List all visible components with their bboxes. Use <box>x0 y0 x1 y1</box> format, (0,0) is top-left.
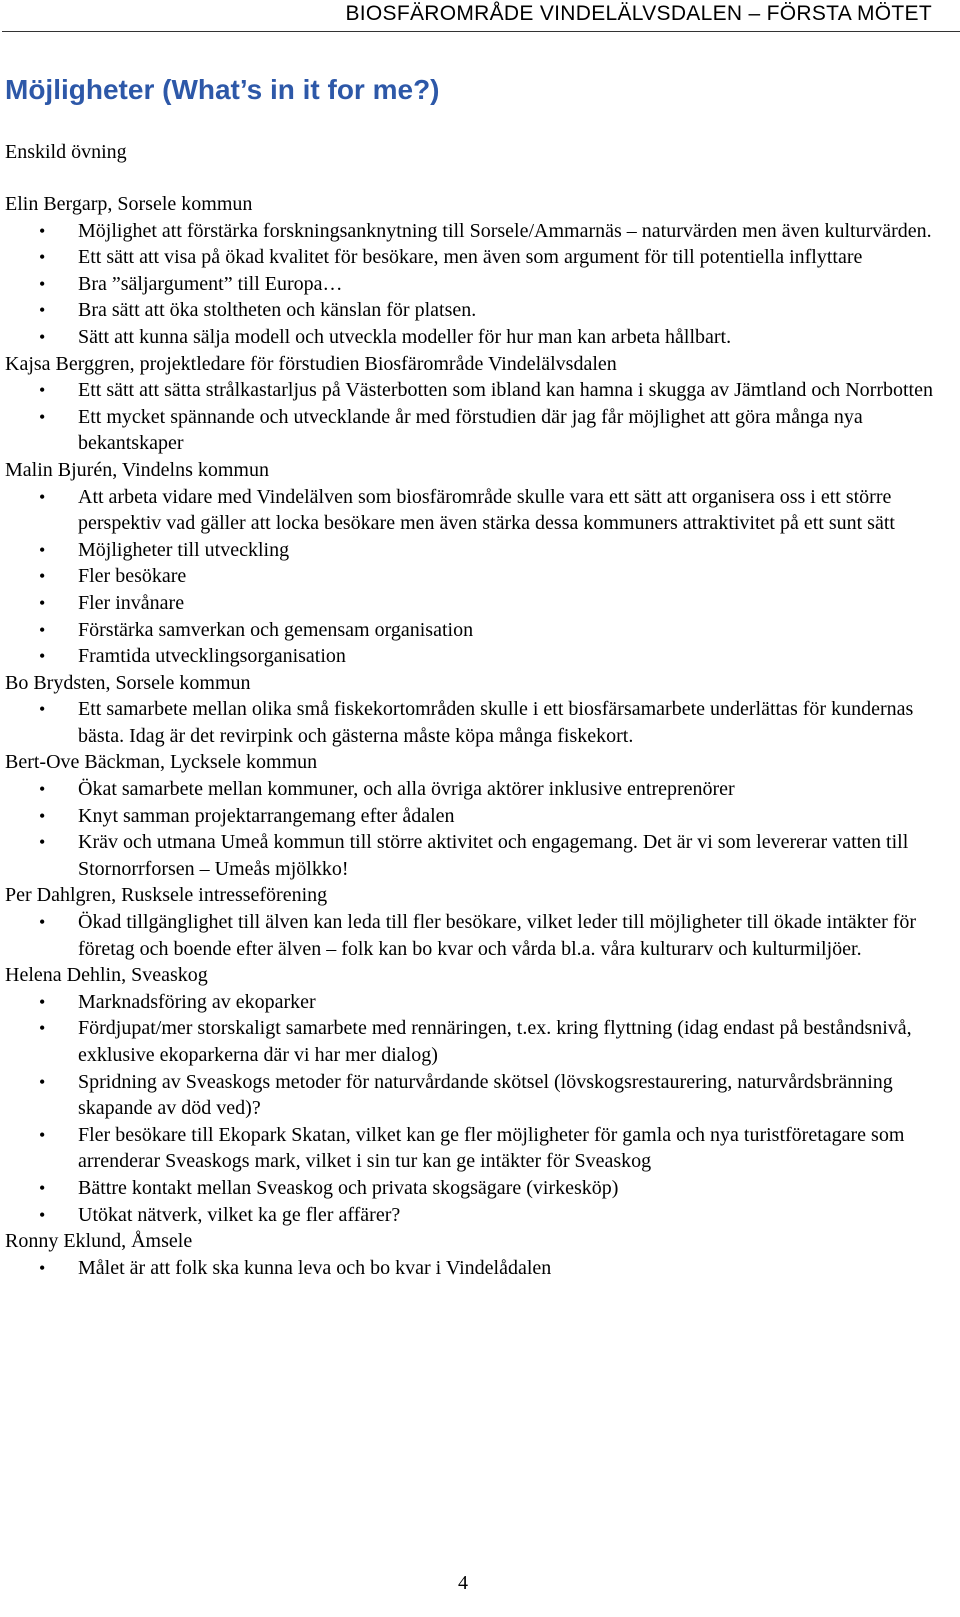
section-heading: Möjligheter (What’s in it for me?) <box>5 74 440 105</box>
list-item <box>5 696 935 749</box>
bullet-icon: • <box>39 326 46 347</box>
point-list <box>5 377 935 457</box>
bullet-icon: • <box>39 779 46 800</box>
point-text: Ett samarbete mellan olika små fiskekortområden skulle i ett biosfärsamarbete underlättas för kundernas bästa. Idag är det revirpink och gästerna måste köpa många fiskekort. <box>78 698 914 747</box>
bullet-icon: • <box>39 566 46 587</box>
list-item <box>5 643 935 670</box>
point-text: Fler besökare <box>78 565 187 588</box>
bullet-icon: • <box>39 273 46 294</box>
exercise-subtitle: Enskild övning <box>5 141 127 163</box>
participant-name: Bert-Ove Bäckman, Lycksele kommun <box>5 751 318 774</box>
participant-entry <box>5 962 935 1228</box>
point-text: Att arbeta vidare med Vindelälven som biosfärområde skulle vara ett sätt att organisera oss i ett större perspektiv vad gäller att locka besökare men även stärka dessa kommuners attraktivitet på ett sunt sätt <box>78 485 895 535</box>
bullet-icon: • <box>39 832 46 853</box>
participant-list <box>5 191 935 1281</box>
list-item <box>5 803 935 830</box>
participant-name: Bo Brydsten, Sorsele kommun <box>5 671 251 694</box>
list-item <box>5 271 935 298</box>
point-text: Sätt att kunna sälja modell och utveckla modeller för hur man kan arbeta hållbart. <box>78 325 732 348</box>
list-item <box>5 1069 935 1122</box>
bullet-icon: • <box>39 539 46 560</box>
point-text: Bra ”säljargument” till Europa… <box>78 272 343 295</box>
point-text: Förstärka samverkan och gemensam organisation <box>78 618 474 641</box>
list-item <box>5 218 935 245</box>
participant-entry <box>5 351 935 457</box>
bullet-icon: • <box>39 1071 46 1092</box>
point-text: Ett sätt att visa på ökad kvalitet för besökare, men även som argument för till potentiella inflyttare <box>78 246 863 269</box>
point-text: Fler invånare <box>78 591 185 614</box>
bullet-icon: • <box>39 380 46 401</box>
document-header-title: BIOSFÄROMRÅDE VINDELÄLVSDALEN – FÖRSTA MÖTET <box>345 2 932 25</box>
bullet-icon: • <box>39 1124 46 1145</box>
list-item <box>5 537 935 564</box>
participant-name: Kajsa Berggren, projektledare för förstudien Biosfärområde Vindelälvsdalen <box>5 352 617 375</box>
point-text: Knyt samman projektarrangemang efter ådalen <box>78 804 455 827</box>
list-item <box>5 909 935 962</box>
bullet-icon: • <box>39 592 46 613</box>
point-text: Framtida utvecklingsorganisation <box>78 645 346 668</box>
list-item <box>5 590 935 617</box>
participant-entry <box>5 882 935 962</box>
page-number: 4 <box>458 1572 468 1594</box>
bullet-icon: • <box>39 406 46 427</box>
point-text: Marknadsföring av ekoparker <box>78 990 316 1013</box>
point-text: Ökat samarbete mellan kommuner, och alla övriga aktörer inklusive entreprenörer <box>78 778 735 801</box>
list-item <box>5 324 935 351</box>
point-text: Ett mycket spännande och utvecklande år med förstudien där jag får möjlighet att göra många nya bekantskaper <box>78 405 863 455</box>
point-text: Ett sätt att sätta strålkastarljus på Västerbotten som ibland kan hamna i skugga av Jämtland och Norrbotten <box>78 379 933 402</box>
list-item <box>5 1122 935 1175</box>
list-item <box>5 377 935 404</box>
bullet-icon: • <box>39 486 46 507</box>
participant-entry <box>5 191 935 351</box>
participant-name: Ronny Eklund, Åmsele <box>5 1230 193 1253</box>
point-text: Målet är att folk ska kunna leva och bo kvar i Vindelådalen <box>78 1256 552 1279</box>
list-item <box>5 1175 935 1202</box>
point-list <box>5 989 935 1228</box>
bullet-icon: • <box>39 1018 46 1039</box>
bullet-icon: • <box>39 247 46 268</box>
participant-name: Helena Dehlin, Sveaskog <box>5 964 208 987</box>
point-list <box>5 1255 935 1282</box>
bullet-icon: • <box>39 805 46 826</box>
participant-entry <box>5 749 935 882</box>
bullet-icon: • <box>39 912 46 933</box>
list-item <box>5 1202 935 1229</box>
participant-name: Per Dahlgren, Rusksele intresseförening <box>5 884 328 907</box>
list-item <box>5 484 935 537</box>
participant-name: Elin Bergarp, Sorsele kommun <box>5 193 253 215</box>
point-text: Möjligheter till utveckling <box>78 538 290 561</box>
header-divider <box>2 31 960 32</box>
participant-entry <box>5 670 935 750</box>
list-item <box>5 1015 935 1068</box>
point-text: Spridning av Sveaskogs metoder för naturvårdande skötsel (lövskogsrestaurering, naturvårdsbränning skapande av död ved)? <box>78 1070 893 1120</box>
point-text: Kräv och utmana Umeå kommun till större aktivitet och engagemang. Det är vi som levererar vatten till Stornorrforsen – Umeås mjölkko! <box>78 831 909 880</box>
list-item <box>5 989 935 1016</box>
point-text: Bra sätt att öka stoltheten och känslan för platsen. <box>78 299 477 322</box>
bullet-icon: • <box>39 1257 46 1278</box>
list-item <box>5 244 935 271</box>
bullet-icon: • <box>39 220 46 241</box>
bullet-icon: • <box>39 300 46 321</box>
list-item <box>5 617 935 644</box>
bullet-icon: • <box>39 646 46 667</box>
point-text: Bättre kontakt mellan Sveaskog och privata skogsägare (virkesköp) <box>78 1176 619 1199</box>
list-item <box>5 829 935 882</box>
participant-entry <box>5 1228 935 1281</box>
list-item <box>5 297 935 324</box>
point-list <box>5 776 935 882</box>
list-item <box>5 563 935 590</box>
list-item <box>5 776 935 803</box>
point-list <box>5 696 935 749</box>
point-text: Ökad tillgänglighet till älven kan leda till fler besökare, vilket leder till möjligheter till ökade intäkter för företag och boende efter älven – folk kan bo kvar och vårda bl.a. våra kulturarv och kulturmiljöer. <box>78 911 917 960</box>
point-text: Möjlighet att förstärka forskningsanknytning till Sorsele/Ammarnäs – naturvärden men även kulturvärden. <box>78 219 932 242</box>
bullet-icon: • <box>39 699 46 720</box>
point-list <box>5 218 935 351</box>
bullet-icon: • <box>39 1177 46 1198</box>
list-item <box>5 1255 935 1282</box>
point-list <box>5 909 935 962</box>
point-text: Fördjupat/mer storskaligt samarbete med rennäringen, t.ex. kring flyttning (idag endast på beståndsnivå, exklusive ekoparkerna där vi har mer dialog) <box>78 1017 912 1066</box>
participant-entry <box>5 457 935 670</box>
point-text: Utökat nätverk, vilket ka ge fler affärer? <box>78 1203 401 1226</box>
bullet-icon: • <box>39 991 46 1012</box>
bullet-icon: • <box>39 619 46 640</box>
point-text: Fler besökare till Ekopark Skatan, vilket kan ge fler möjligheter för gamla och nya turistföretagare som arrenderar Sveaskogs mark, vilket i sin tur kan ge intäkter för Sveaskog <box>78 1123 905 1173</box>
point-list <box>5 484 935 670</box>
participant-name: Malin Bjurén, Vindelns kommun <box>5 458 269 481</box>
list-item <box>5 404 935 457</box>
bullet-icon: • <box>39 1204 46 1225</box>
